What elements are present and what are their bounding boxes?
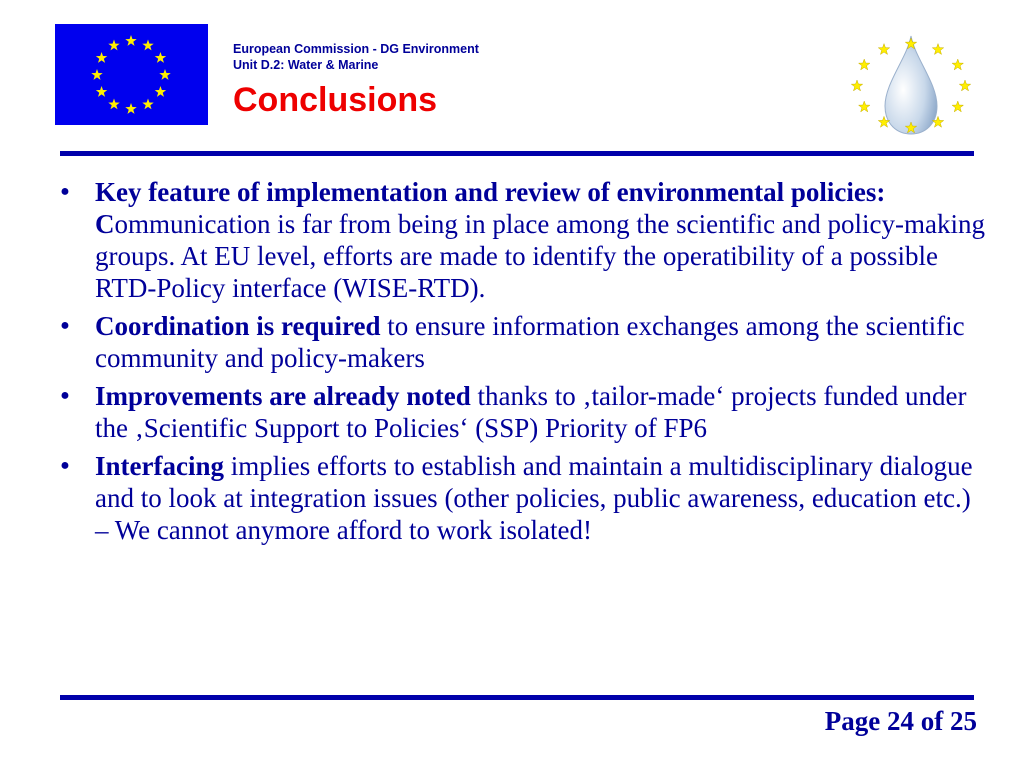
water-drop-logo xyxy=(845,28,975,138)
bullet-marker: ● xyxy=(60,183,70,200)
bottom-divider xyxy=(60,695,974,700)
flag-star xyxy=(108,40,119,51)
slide-title: Conclusions xyxy=(233,81,438,119)
flag-star xyxy=(96,86,107,97)
bullet-item-4 xyxy=(55,450,990,546)
bullet-lead: Improvements are already noted xyxy=(95,381,471,411)
drop-star xyxy=(952,101,963,112)
flag-star xyxy=(91,69,102,80)
bullet-list xyxy=(55,176,990,552)
organization-block xyxy=(233,41,479,73)
bullet-marker: ● xyxy=(60,457,70,474)
drop-star xyxy=(932,44,943,55)
bullet-item-1 xyxy=(55,176,990,304)
drop-star xyxy=(952,59,963,70)
drop-star xyxy=(851,80,862,91)
flag-star xyxy=(159,69,170,80)
bullet-body: thanks to ‚tailor-made‘ projects funded under the ‚Scientific Support to Policies‘ (SSP) Priority of FP6 xyxy=(95,381,967,443)
drop-star xyxy=(878,44,889,55)
drop-star xyxy=(859,59,870,70)
page-number: Page 24 of 25 xyxy=(824,706,977,736)
top-divider xyxy=(60,151,974,156)
org-line-1: European Commission - DG Environment xyxy=(233,42,479,56)
eu-flag-logo xyxy=(55,24,208,125)
flag-star xyxy=(108,98,119,109)
bullet-body: ommunication is far from being in place among the scientific and policy-making groups. At EU level, efforts are made to identify the operatibility of a possible RTD-Policy interface (WISE-RTD). xyxy=(95,209,985,303)
bullet-lead: Coordination is required xyxy=(95,311,381,341)
eu-stars-icon xyxy=(55,24,208,125)
flag-star xyxy=(142,98,153,109)
bullet-item-3 xyxy=(55,380,990,444)
bullet-marker: ● xyxy=(60,317,70,334)
bullet-item-2 xyxy=(55,310,990,374)
drop-star xyxy=(959,80,970,91)
flag-star xyxy=(125,103,136,114)
flag-star xyxy=(155,52,166,63)
org-line-2: Unit D.2: Water & Marine xyxy=(233,58,379,72)
flag-star xyxy=(142,40,153,51)
bullet-body: to ensure information exchanges among the scientific community and policy-makers xyxy=(95,311,965,373)
drop-star xyxy=(859,101,870,112)
bullet-body: implies efforts to establish and maintain a multidisciplinary dialogue and to look at integration issues (other policies, public awareness, education etc.) – We cannot anymore afford to work isolated! xyxy=(95,451,973,545)
flag-star xyxy=(125,35,136,46)
bullet-lead: Interfacing xyxy=(95,451,224,481)
water-drop-icon xyxy=(845,28,975,138)
bullet-marker: ● xyxy=(60,387,70,404)
flag-star xyxy=(96,52,107,63)
flag-star xyxy=(155,86,166,97)
bullet-lead: Key feature of implementation and review of environmental policies: C xyxy=(95,177,886,239)
